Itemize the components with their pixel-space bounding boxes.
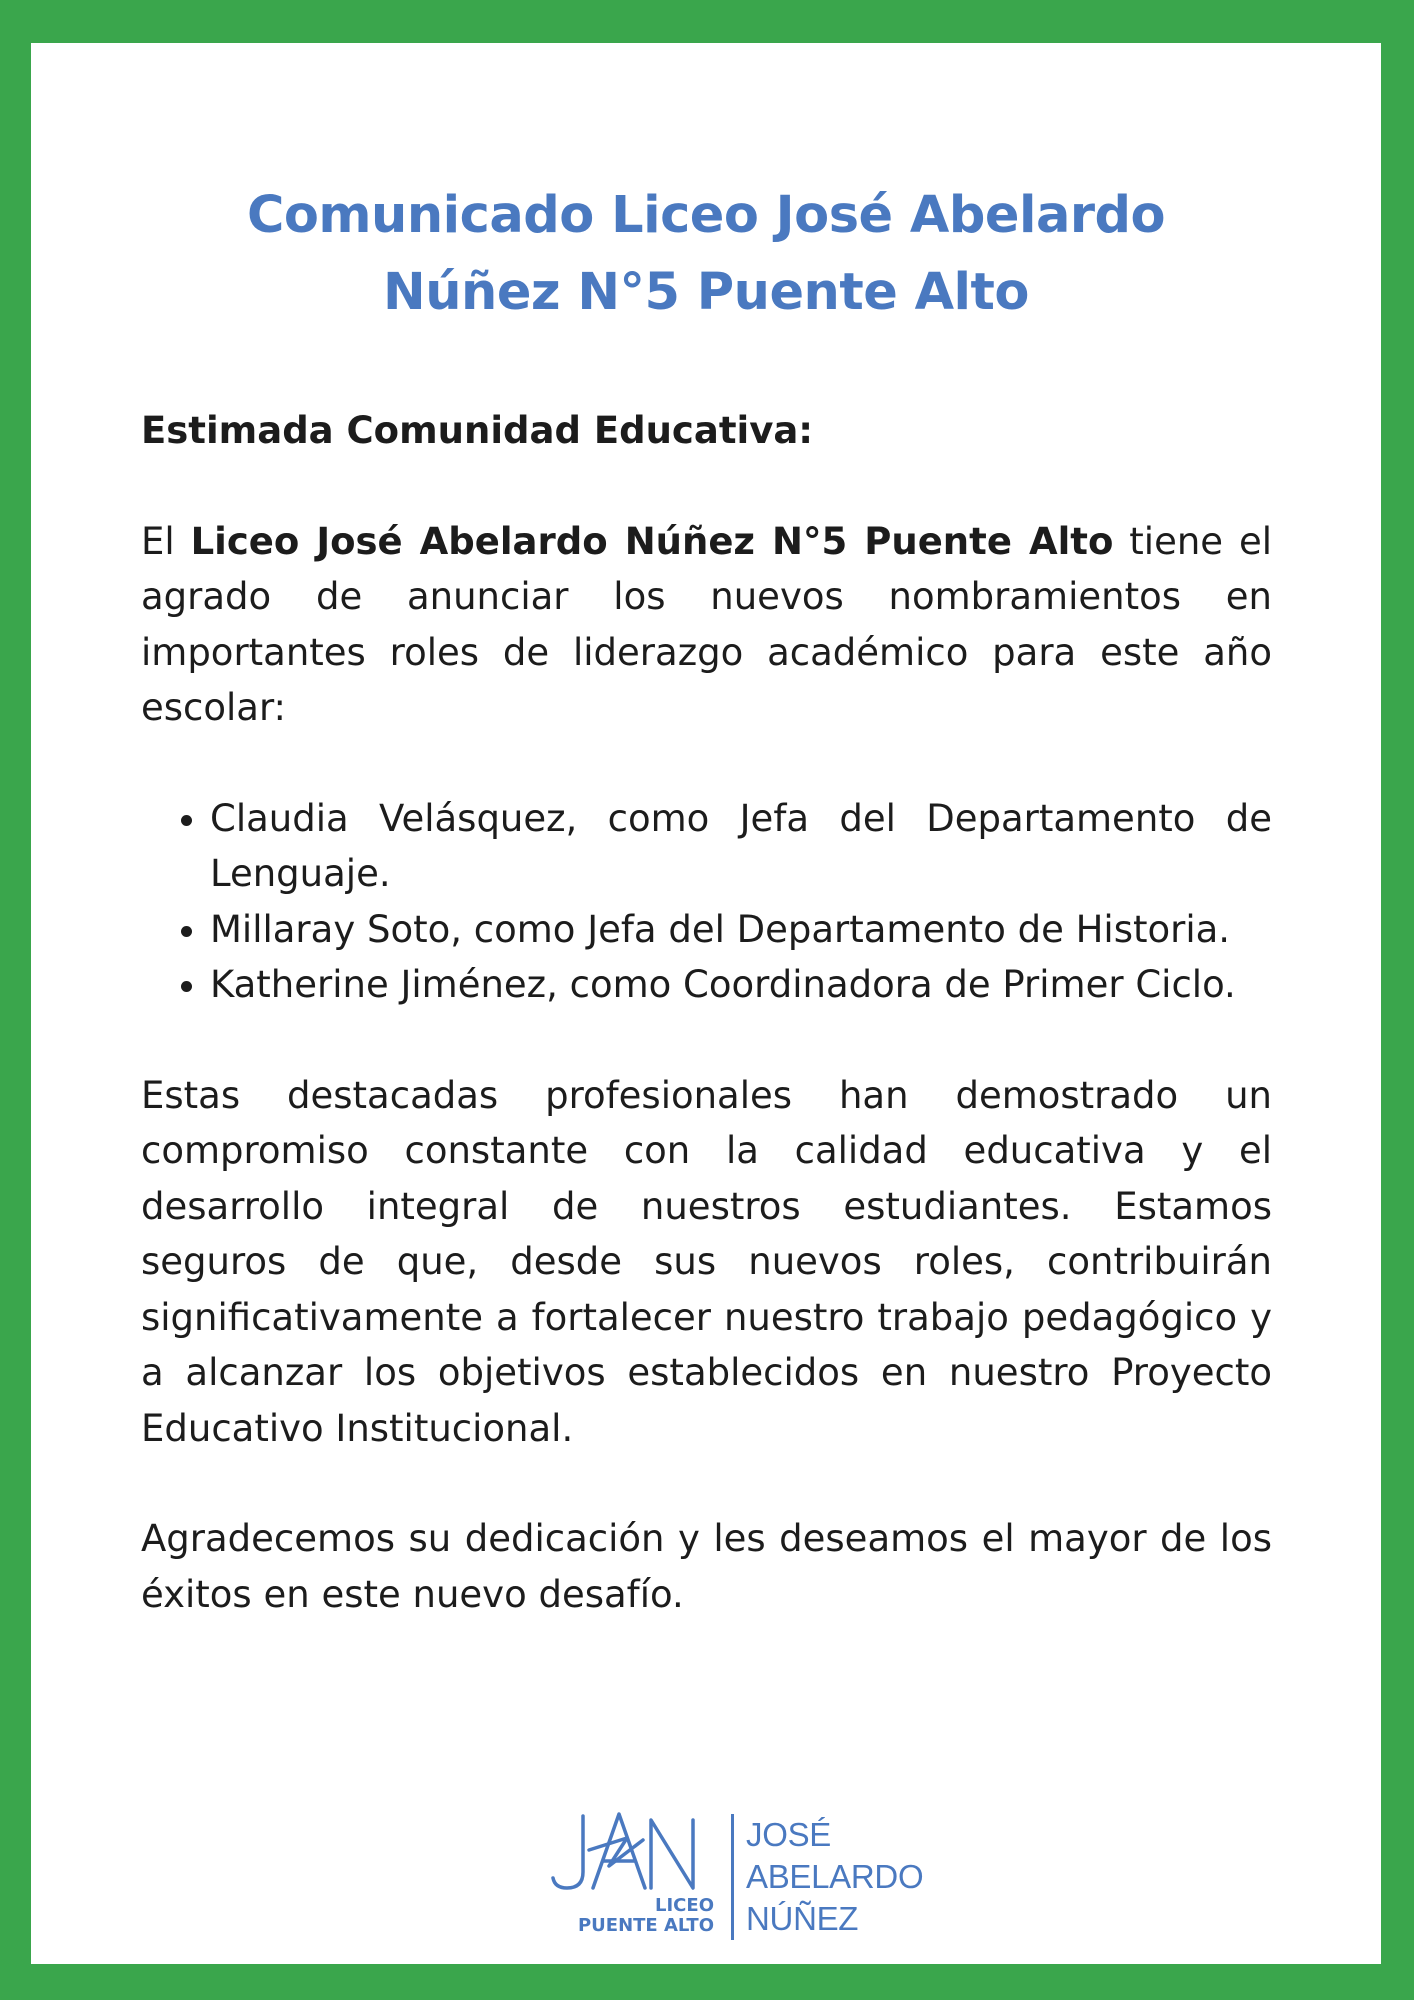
page-title [31, 177, 1381, 331]
intro-before: El [141, 519, 191, 563]
logo-city-label: PUENTE ALTO [577, 1915, 714, 1936]
intro-after: tiene el agrado de anunciar los nuevos nombramientos en importantes roles de liderazgo académico para este año escolar: [141, 519, 1273, 729]
list-item: • Katherine Jiménez, como Coordinadora de Primer Ciclo. [210, 957, 1272, 1013]
closing-paragraph: Agradecemos su dedicación y les deseamos el mayor de los éxitos en este nuevo desafío. [141, 1517, 1272, 1616]
logo-name-line-1: JOSÉ [746, 1816, 831, 1853]
salutation: Estimada Comunidad Educativa: [141, 409, 814, 452]
logo-name-line-2: ABELARDO [746, 1858, 924, 1895]
letter-body [141, 403, 1272, 1622]
document-page [31, 43, 1381, 1964]
logo-divider [731, 1814, 734, 1940]
logo-school-name [746, 1814, 923, 1940]
school-logo [531, 1768, 931, 1937]
intro-paragraph [141, 514, 1272, 736]
title-line-1: Comunicado Liceo José Abelardo [246, 186, 1166, 245]
logo-name-line-3: NÚÑEZ [746, 1900, 859, 1937]
jan-monogram-icon [531, 1768, 731, 1898]
list-item: • Millaray Soto, como Jefa del Departamento de Historia. [210, 902, 1272, 958]
list-item: • Claudia Velásquez, como Jefa del Departamento de Lenguaje. [210, 791, 1272, 902]
title-line-2: Núñez N°5 Puente Alto [383, 263, 1029, 322]
body-paragraph: Estas destacadas profesionales han demostrado un compromiso constante con la calidad educativa y el desarrollo integral de nuestros estudiantes. Estamos seguros de que, desde sus nuevos roles, contribuirán significativamente a fortalecer nuestro trabajo pedagógico y a alcanzar los objetivos establecidos en nuestro Proyecto Educativo Institucional. [141, 1073, 1272, 1450]
appointments-list [141, 791, 1272, 1013]
intro-school-name: Liceo José Abelardo Núñez N°5 Puente Alto [190, 519, 1114, 563]
logo-liceo-label: LICEO [655, 1895, 714, 1916]
